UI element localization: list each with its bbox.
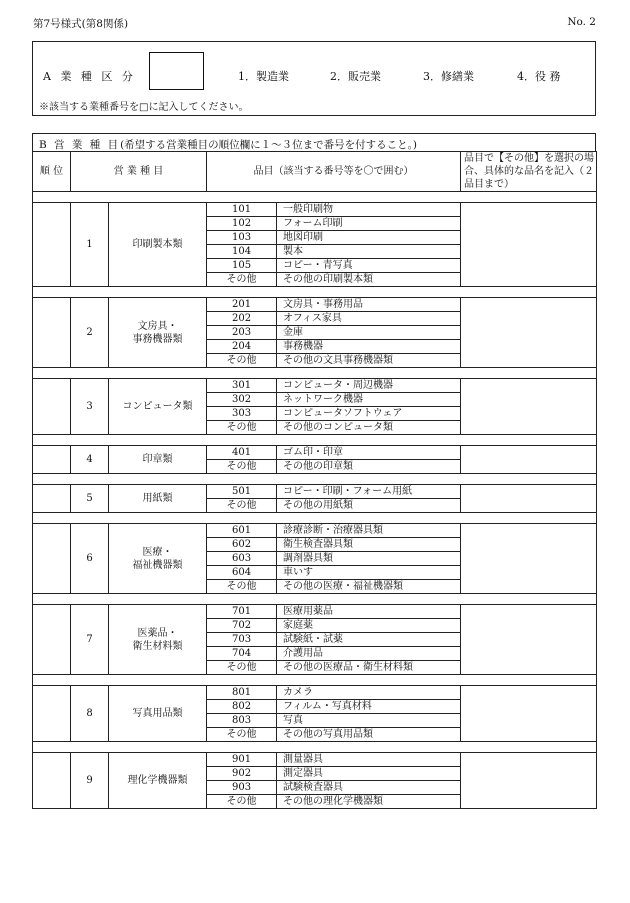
spacer-row	[33, 435, 597, 446]
spacer-row	[33, 513, 597, 524]
rank-cell[interactable]	[33, 686, 71, 742]
item-name: その他の印刷製本類	[277, 273, 461, 287]
item-name: コンピュータソフトウェア	[277, 407, 461, 421]
form-number: 第7号様式(第8関係)	[33, 18, 129, 30]
item-name: フィルム・写真材料	[277, 700, 461, 714]
category-name	[109, 524, 207, 594]
spacer-row	[33, 287, 597, 298]
category-name: 用紙類	[109, 485, 207, 513]
item-row	[33, 446, 597, 460]
section-b-title-note: (希望する営業種目の順位欄に１〜３位まで番号を付すること。)	[120, 139, 418, 151]
item-name: ゴム印・印章	[277, 446, 461, 460]
item-code[interactable]: その他	[207, 460, 277, 474]
spacer-cell	[33, 435, 597, 446]
category-number: 9	[71, 753, 109, 809]
section-b-business-items	[32, 133, 596, 809]
rank-cell[interactable]	[33, 524, 71, 594]
item-name: その他の用紙類	[277, 499, 461, 513]
item-code[interactable]: その他	[207, 499, 277, 513]
item-name: カメラ	[277, 686, 461, 700]
category-number: 2	[71, 298, 109, 368]
spacer-cell	[33, 368, 597, 379]
item-code[interactable]: 201	[207, 298, 277, 312]
spacer-cell	[33, 513, 597, 524]
category-name	[109, 605, 207, 675]
item-name: 事務機器	[277, 340, 461, 354]
category-name-line: 医療・	[142, 546, 173, 558]
spacer-row	[33, 675, 597, 686]
item-name: 診療診断・治療器具類	[277, 524, 461, 538]
spacer-cell	[33, 675, 597, 686]
item-row	[33, 485, 597, 499]
other-note-cell[interactable]	[461, 524, 597, 594]
item-code[interactable]: 702	[207, 619, 277, 633]
spacer-cell	[33, 742, 597, 753]
item-name: 調剤器具類	[277, 552, 461, 566]
item-name: コピー・印刷・フォーム用紙	[277, 485, 461, 499]
category-number: 3	[71, 379, 109, 435]
category-number: 5	[71, 485, 109, 513]
header-other-note: 品目で【その他】を選択の場合、具体的な品名を記入（２品目まで）	[461, 152, 597, 192]
section-a-label: A 業 種 区 分	[43, 70, 136, 83]
section-b-title-label: B 営 業 種 目	[39, 139, 121, 151]
item-name: 衛生検査器具類	[277, 538, 461, 552]
item-code[interactable]: 803	[207, 714, 277, 728]
spacer-row	[33, 742, 597, 753]
category-name-line: 文房具・	[137, 320, 178, 332]
category-name: 写真用品類	[109, 686, 207, 742]
item-code[interactable]: 801	[207, 686, 277, 700]
other-note-cell[interactable]	[461, 379, 597, 435]
item-name: 家庭薬	[277, 619, 461, 633]
rank-cell[interactable]	[33, 298, 71, 368]
item-row	[33, 298, 597, 312]
item-name: 地図印刷	[277, 231, 461, 245]
section-a-note: ※該当する業種番号を□に記入してください。	[39, 102, 249, 113]
business-type-option: 2．販売業	[330, 70, 381, 83]
item-code[interactable]: その他	[207, 273, 277, 287]
other-note-cell[interactable]	[461, 605, 597, 675]
item-code[interactable]: 105	[207, 259, 277, 273]
item-name: その他の医療・福祉機器類	[277, 580, 461, 594]
item-code[interactable]: 401	[207, 446, 277, 460]
item-code[interactable]: 601	[207, 524, 277, 538]
rank-cell[interactable]	[33, 203, 71, 287]
item-code[interactable]: その他	[207, 661, 277, 675]
rank-cell[interactable]	[33, 753, 71, 809]
item-code[interactable]: 604	[207, 566, 277, 580]
item-code[interactable]: 902	[207, 767, 277, 781]
spacer-cell	[33, 474, 597, 485]
item-name: 医療用薬品	[277, 605, 461, 619]
category-number: 1	[71, 203, 109, 287]
item-row	[33, 203, 597, 217]
item-name: その他の印章類	[277, 460, 461, 474]
item-name: その他のコンピュータ類	[277, 421, 461, 435]
item-code[interactable]: 802	[207, 700, 277, 714]
item-code[interactable]: 501	[207, 485, 277, 499]
header-item: 品目（該当する番号等を〇で囲む）	[207, 152, 461, 192]
spacer-row	[33, 368, 597, 379]
category-number: 6	[71, 524, 109, 594]
table-header-row	[33, 152, 597, 192]
item-name: 製本	[277, 245, 461, 259]
business-type-input-box[interactable]	[149, 52, 204, 90]
item-name: コピー・青写真	[277, 259, 461, 273]
other-note-cell[interactable]	[461, 446, 597, 474]
item-name: ネットワーク機器	[277, 393, 461, 407]
spacer-cell	[33, 594, 597, 605]
category-name-line: 事務機器類	[132, 333, 183, 345]
item-code[interactable]: 603	[207, 552, 277, 566]
item-name: コンピュータ・周辺機器	[277, 379, 461, 393]
category-name: コンピュータ類	[109, 379, 207, 435]
item-code[interactable]: 202	[207, 312, 277, 326]
business-type-option: 4．役 務	[517, 70, 561, 83]
item-row	[33, 753, 597, 767]
section-a-business-type	[32, 41, 596, 116]
item-name: 介護用品	[277, 647, 461, 661]
item-row	[33, 686, 597, 700]
item-code[interactable]: 204	[207, 340, 277, 354]
category-name: 印刷製本類	[109, 203, 207, 287]
category-name: 印章類	[109, 446, 207, 474]
rank-cell[interactable]	[33, 485, 71, 513]
other-note-cell[interactable]	[461, 753, 597, 809]
item-code[interactable]: その他	[207, 580, 277, 594]
category-number: 4	[71, 446, 109, 474]
item-code[interactable]: 302	[207, 393, 277, 407]
item-name: その他の医療品・衛生材料類	[277, 661, 461, 675]
header-rank: 順 位	[33, 152, 71, 192]
item-code[interactable]: 103	[207, 231, 277, 245]
item-name: 測定器具	[277, 767, 461, 781]
spacer-cell	[33, 287, 597, 298]
item-name: オフィス家具	[277, 312, 461, 326]
item-row	[33, 605, 597, 619]
item-code[interactable]: 102	[207, 217, 277, 231]
spacer-cell	[33, 192, 597, 203]
item-name: 試験紙・試薬	[277, 633, 461, 647]
item-code[interactable]: 203	[207, 326, 277, 340]
item-code[interactable]: 301	[207, 379, 277, 393]
business-type-option: 3．修繕業	[423, 70, 474, 83]
item-code[interactable]: 104	[207, 245, 277, 259]
item-code[interactable]: 704	[207, 647, 277, 661]
item-code[interactable]: 701	[207, 605, 277, 619]
item-code[interactable]: 101	[207, 203, 277, 217]
category-name-line: 福祉機器類	[132, 559, 183, 571]
category-name-line: 医薬品・	[137, 627, 178, 639]
spacer-row	[33, 594, 597, 605]
item-code[interactable]: 602	[207, 538, 277, 552]
item-name: 金庫	[277, 326, 461, 340]
section-b-title	[32, 133, 596, 151]
item-name: 文房具・事務用品	[277, 298, 461, 312]
item-code[interactable]: 903	[207, 781, 277, 795]
page-number: No. 2	[567, 16, 596, 28]
item-name: 測量器具	[277, 753, 461, 767]
spacer-row	[33, 474, 597, 485]
business-items-table	[32, 151, 597, 809]
item-name: フォーム印刷	[277, 217, 461, 231]
rank-cell[interactable]	[33, 379, 71, 435]
item-name: 試験検査器具	[277, 781, 461, 795]
other-note-cell[interactable]	[461, 686, 597, 742]
item-name: 写真	[277, 714, 461, 728]
business-type-option: 1．製造業	[238, 70, 289, 83]
category-number: 7	[71, 605, 109, 675]
item-code[interactable]: 901	[207, 753, 277, 767]
other-note-cell[interactable]	[461, 298, 597, 368]
category-name-line: 衛生材料類	[132, 640, 183, 652]
item-name: 一般印刷物	[277, 203, 461, 217]
spacer-row	[33, 192, 597, 203]
other-note-cell[interactable]	[461, 203, 597, 287]
item-code[interactable]: その他	[207, 795, 277, 809]
item-row	[33, 524, 597, 538]
category-name	[109, 298, 207, 368]
item-name: その他の理化学機器類	[277, 795, 461, 809]
rank-cell[interactable]	[33, 605, 71, 675]
item-name: その他の写真用品類	[277, 728, 461, 742]
item-name: その他の文具事務機器類	[277, 354, 461, 368]
item-code[interactable]: 703	[207, 633, 277, 647]
item-name: 車いす	[277, 566, 461, 580]
other-note-cell[interactable]	[461, 485, 597, 513]
category-name: 理化学機器類	[109, 753, 207, 809]
rank-cell[interactable]	[33, 446, 71, 474]
header-category: 営 業 種 目	[71, 152, 207, 192]
category-number: 8	[71, 686, 109, 742]
item-row	[33, 379, 597, 393]
item-code[interactable]: その他	[207, 728, 277, 742]
item-code[interactable]: 303	[207, 407, 277, 421]
item-code[interactable]: その他	[207, 354, 277, 368]
item-code[interactable]: その他	[207, 421, 277, 435]
